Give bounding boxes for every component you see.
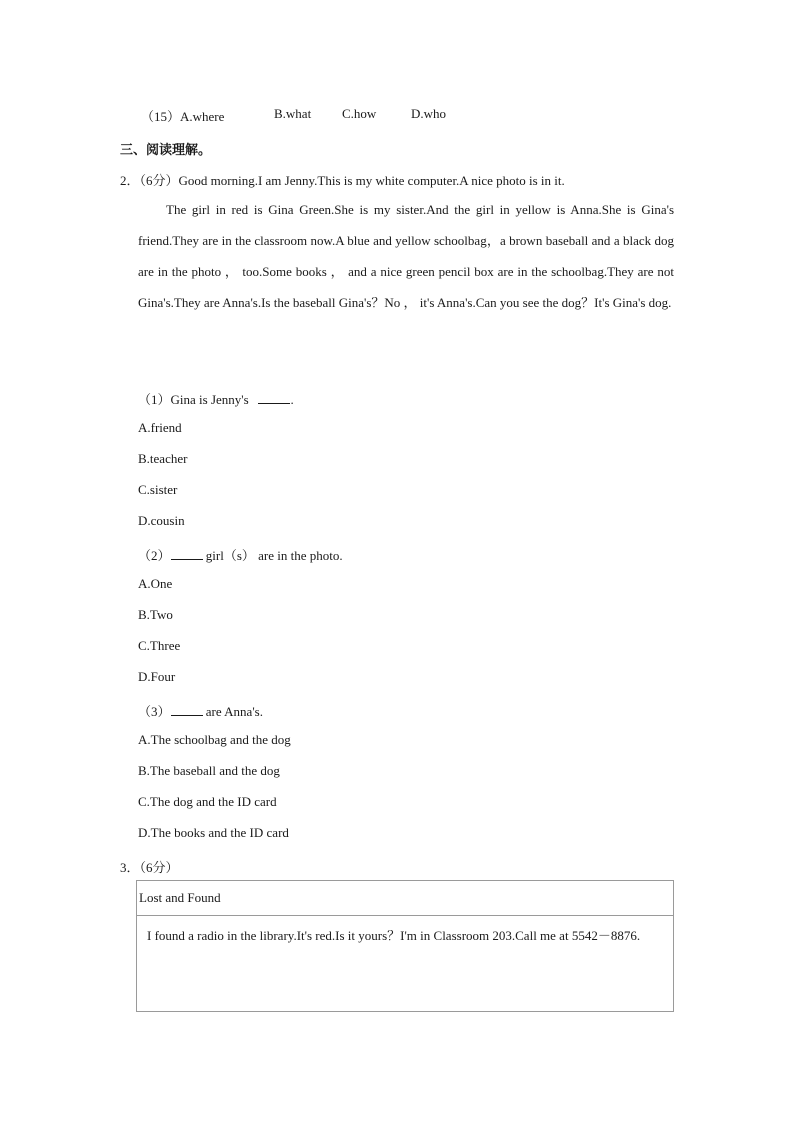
answer-blank[interactable] bbox=[171, 548, 203, 560]
q1-number: （15） bbox=[141, 109, 181, 124]
sub1-option-d: D.cousin bbox=[138, 513, 185, 528]
sub1-number: （1） bbox=[138, 392, 171, 407]
sub1-text-before: Gina is Jenny's bbox=[170, 392, 249, 407]
section-title: 三、阅读理解。 bbox=[120, 143, 212, 158]
q2-sub3-stem bbox=[138, 701, 263, 720]
sub2-option-b: B.Two bbox=[138, 607, 173, 622]
sub2-option-d: D.Four bbox=[138, 669, 176, 684]
q1-option-a: A.where bbox=[180, 109, 225, 124]
sub1-text-after: . bbox=[290, 392, 294, 407]
answer-blank[interactable] bbox=[258, 392, 290, 404]
q1-option-d: D.who bbox=[411, 106, 447, 121]
sub3-number: （3） bbox=[138, 704, 171, 719]
passage-paragraph: The girl in red is Gina Green.She is my sister.And the girl in yellow is Anna.She is Gina's friend.They are in the classroom now.A blue and yellow schoolbag，a brown baseball and a black dog are in the photo ， too.Some books ， and a nice green pencil box are in the schoolbag.They are not Gina's.They are Anna's.Is the baseball Gina's？No ， it's Anna's.Can you see the dog？It's Gina's dog. bbox=[138, 202, 674, 310]
q1-option-b: B.what bbox=[274, 106, 312, 121]
sub2-text-after: girl（s） are in the photo. bbox=[205, 548, 343, 563]
sub3-text-after: are Anna's. bbox=[205, 704, 263, 719]
q2-sub2-stem bbox=[138, 545, 343, 564]
q1-option-row bbox=[141, 106, 224, 125]
sub3-option-c: C.The dog and the ID card bbox=[138, 794, 277, 809]
q2-first-line: Good morning.I am Jenny.This is my white computer.A nice photo is in it. bbox=[178, 173, 565, 188]
q2-number: 2．（6分） bbox=[120, 173, 179, 188]
sub3-option-d: D.The books and the ID card bbox=[138, 825, 289, 840]
sub2-number: （2） bbox=[138, 548, 171, 563]
q3-header: 3．（6分） bbox=[120, 860, 179, 875]
sub2-option-a: A.One bbox=[138, 576, 173, 591]
sub3-option-b: B.The baseball and the dog bbox=[138, 763, 280, 778]
sub2-option-c: C.Three bbox=[138, 638, 181, 653]
lost-and-found-notice bbox=[136, 880, 674, 1012]
notice-title: Lost and Found bbox=[137, 881, 673, 916]
sub1-option-c: C.sister bbox=[138, 482, 178, 497]
q2-header-line bbox=[120, 170, 565, 189]
answer-blank[interactable] bbox=[171, 704, 203, 716]
sub3-option-a: A.The schoolbag and the dog bbox=[138, 732, 291, 747]
reading-passage bbox=[138, 194, 674, 318]
sub1-option-a: A.friend bbox=[138, 420, 182, 435]
notice-body: I found a radio in the library.It's red.Is it yours？I'm in Classroom 203.Call me at 5542－8876. bbox=[147, 928, 641, 943]
q1-option-c: C.how bbox=[342, 106, 377, 121]
q2-sub1-stem bbox=[138, 389, 294, 408]
sub1-option-b: B.teacher bbox=[138, 451, 188, 466]
